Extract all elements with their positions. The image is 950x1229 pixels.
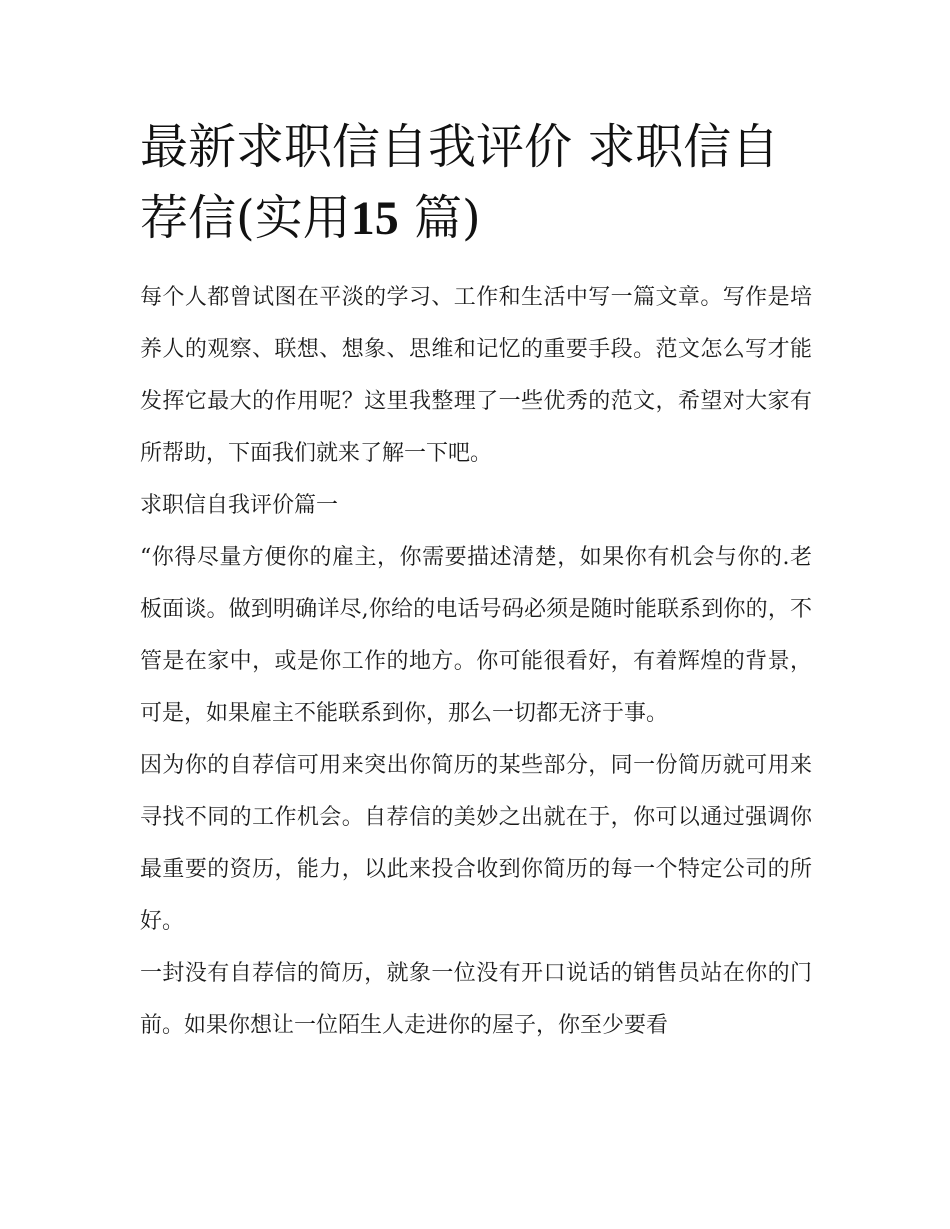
title-number: 15	[350, 192, 399, 245]
section-heading: 求职信自我评价篇一	[140, 493, 339, 518]
body-paragraph-1: “你得尽量方便你的雇主，你需要描述清楚，如果你有机会与你的.老板面谈。做到明确详尽,你给的电话号码必须是随时能联系到你的，不管是在家中，或是你工作的地方。你可能很看好，有着辉煌的背景，可是，如果雇主不能联系到你，那么一切都无济于事。	[140, 545, 812, 726]
title-text: 最新求职信自我评价 求职信自荐信(实用	[140, 119, 780, 246]
document-page	[140, 112, 812, 1052]
body-paragraph-2: 因为你的自荐信可用来突出你简历的某些部分，同一份简历就可用来寻找不同的工作机会。自荐信的美妙之出就在于，你可以通过强调你最重要的资历，能力，以此来投合收到你简历的每一个特定公司的所好。	[140, 753, 812, 934]
body-paragraph-3: 一封没有自荐信的简历，就象一位没有开口说话的销售员站在你的门前。如果你想让一位陌生人走进你的屋子，你至少要看	[140, 961, 812, 1038]
title-suffix: 篇)	[414, 190, 481, 246]
document-body	[140, 272, 812, 1052]
document-title	[140, 112, 812, 254]
intro-paragraph: 每个人都曾试图在平淡的学习、工作和生活中写一篇文章。写作是培养人的观察、联想、想象、思维和记忆的重要手段。范文怎么写才能发挥它最大的作用呢？这里我整理了一些优秀的范文，希望对大家有所帮助，下面我们就来了解一下吧。	[140, 285, 812, 466]
